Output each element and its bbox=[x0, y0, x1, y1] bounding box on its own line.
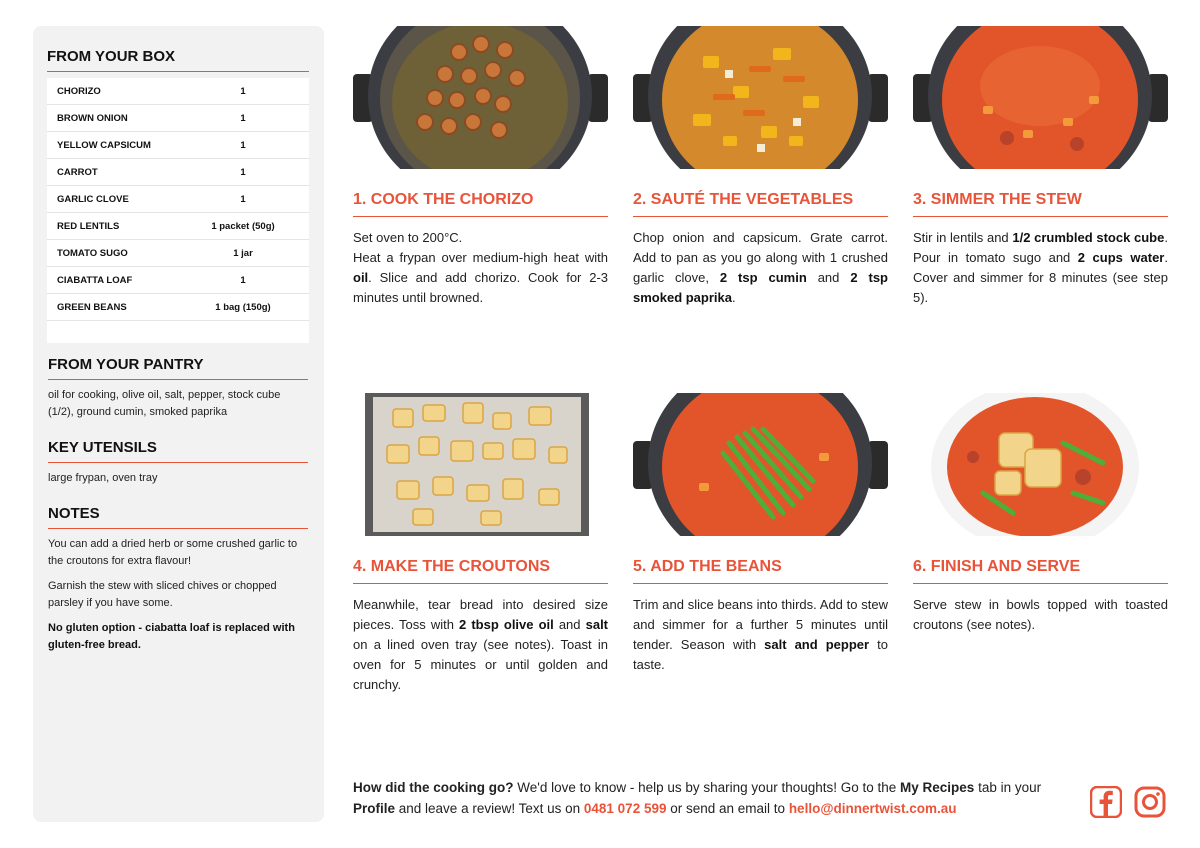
box-ingredient-row bbox=[47, 294, 309, 321]
step-3 bbox=[913, 26, 1168, 308]
facebook-icon[interactable] bbox=[1090, 786, 1122, 823]
step-6-title: 6. FINISH AND SERVE bbox=[913, 558, 1168, 584]
ingredient-quantity: 1 bbox=[240, 274, 246, 286]
note-item: Garnish the stew with sliced chives or chopped parsley if you have some. bbox=[48, 580, 277, 609]
notes-title: NOTES bbox=[48, 505, 308, 529]
ingredient-name: RED LENTILS bbox=[57, 220, 120, 232]
box-ingredient-row bbox=[47, 132, 309, 159]
step-5-photo bbox=[633, 393, 888, 536]
step-6 bbox=[913, 393, 1168, 635]
notes-text bbox=[48, 536, 308, 654]
box-ingredient-row bbox=[47, 186, 309, 213]
step-3-title: 3. SIMMER THE STEW bbox=[913, 191, 1168, 217]
ingredient-name: CHORIZO bbox=[57, 85, 101, 97]
box-ingredient-row bbox=[47, 267, 309, 294]
box-ingredient-row bbox=[47, 159, 309, 186]
ingredient-quantity: 1 bbox=[240, 193, 246, 205]
served-bowl-image bbox=[913, 393, 1168, 536]
box-ingredient-row bbox=[47, 78, 309, 105]
croutons-tray-image bbox=[353, 393, 608, 536]
step-5 bbox=[633, 393, 888, 675]
stew-pan-image bbox=[913, 26, 1168, 169]
step-1-body: Set oven to 200°C. Heat a frypan over medium-high heat with oil. Slice and add chorizo. Cook for 2-3 minutes until browned. bbox=[353, 230, 608, 305]
step-6-body: Serve stew in bowls topped with toasted croutons (see notes). bbox=[913, 597, 1168, 632]
instagram-icon[interactable] bbox=[1134, 786, 1166, 823]
note-item-gluten: No gluten option - ciabatta loaf is replaced with gluten-free bread. bbox=[48, 622, 295, 651]
chorizo-pan-image bbox=[353, 26, 608, 169]
step-1 bbox=[353, 26, 608, 308]
ingredient-name: TOMATO SUGO bbox=[57, 247, 128, 259]
ingredient-quantity: 1 bbox=[240, 112, 246, 124]
step-4-body: Meanwhile, tear bread into desired size pieces. Toss with 2 tbsp olive oil and salt on a lined oven tray (see notes). Toast in oven for 5 minutes or until golden and crunchy. bbox=[353, 597, 609, 692]
ingredient-quantity: 1 packet (50g) bbox=[211, 220, 275, 232]
step-1-title: 1. COOK THE CHORIZO bbox=[353, 191, 608, 217]
ingredients-sidebar bbox=[33, 26, 324, 822]
from-your-pantry-title: FROM YOUR PANTRY bbox=[48, 356, 308, 380]
step-1-photo bbox=[353, 26, 608, 169]
beans-pan-image bbox=[633, 393, 888, 536]
ingredient-name: YELLOW CAPSICUM bbox=[57, 139, 151, 151]
step-2 bbox=[633, 26, 888, 308]
box-ingredient-row bbox=[47, 105, 309, 132]
note-item: You can add a dried herb or some crushed garlic to the croutons for extra flavour! bbox=[48, 538, 298, 567]
ingredient-name: BROWN ONION bbox=[57, 112, 128, 124]
step-3-body: Stir in lentils and 1/2 crumbled stock cube. Pour in tomato sugo and 2 cups water. Cover and simmer for 8 minutes (see step 5). bbox=[913, 230, 1168, 305]
box-ingredient-row bbox=[47, 213, 309, 240]
step-3-photo bbox=[913, 26, 1168, 169]
ingredient-quantity: 1 bbox=[240, 166, 246, 178]
ingredient-name: GARLIC CLOVE bbox=[57, 193, 129, 205]
key-utensils-section bbox=[48, 439, 308, 487]
from-your-pantry-section bbox=[48, 356, 308, 421]
ingredient-quantity: 1 jar bbox=[233, 247, 253, 259]
step-2-photo bbox=[633, 26, 888, 169]
step-5-body: Trim and slice beans into thirds. Add to stew and simmer for a further 5 minutes until tender. Season with salt and pepper to taste. bbox=[633, 597, 888, 672]
utensils-text: large frypan, oven tray bbox=[48, 472, 158, 484]
from-your-box-title: FROM YOUR BOX bbox=[47, 48, 309, 72]
step-4-photo bbox=[353, 393, 608, 536]
vegetables-pan-image bbox=[633, 26, 888, 169]
key-utensils-title: KEY UTENSILS bbox=[48, 439, 308, 463]
box-ingredient-list bbox=[47, 78, 309, 343]
box-ingredient-row bbox=[47, 240, 309, 267]
step-2-body: Chop onion and capsicum. Grate carrot. Add to pan as you go along with 1 crushed garlic clove, 2 tsp cumin and 2 tsp smoked paprika. bbox=[633, 230, 888, 305]
pantry-text: oil for cooking, olive oil, salt, pepper, stock cube (1/2), ground cumin, smoked paprika bbox=[48, 389, 281, 418]
step-2-title: 2. SAUTÉ THE VEGETABLES bbox=[633, 191, 888, 217]
review-footer: How did the cooking go? We'd love to know - help us by sharing your thoughts! Go to the My Recipes tab in your Profile and leave a review! Text us on 0481 072 599 or send an email to hello@dinnertwist.com.au bbox=[353, 780, 1042, 816]
ingredient-quantity: 1 bag (150g) bbox=[215, 301, 271, 313]
step-5-title: 5. ADD THE BEANS bbox=[633, 558, 888, 584]
step-4-title: 4. MAKE THE CROUTONS bbox=[353, 558, 608, 584]
from-your-box-section bbox=[47, 48, 309, 343]
step-4 bbox=[353, 393, 608, 695]
ingredient-quantity: 1 bbox=[240, 139, 246, 151]
ingredient-name: GREEN BEANS bbox=[57, 301, 127, 313]
step-6-photo bbox=[913, 393, 1168, 536]
ingredient-name: CIABATTA LOAF bbox=[57, 274, 133, 286]
ingredient-quantity: 1 bbox=[240, 85, 246, 97]
ingredient-name: CARROT bbox=[57, 166, 98, 178]
notes-section bbox=[48, 505, 308, 662]
